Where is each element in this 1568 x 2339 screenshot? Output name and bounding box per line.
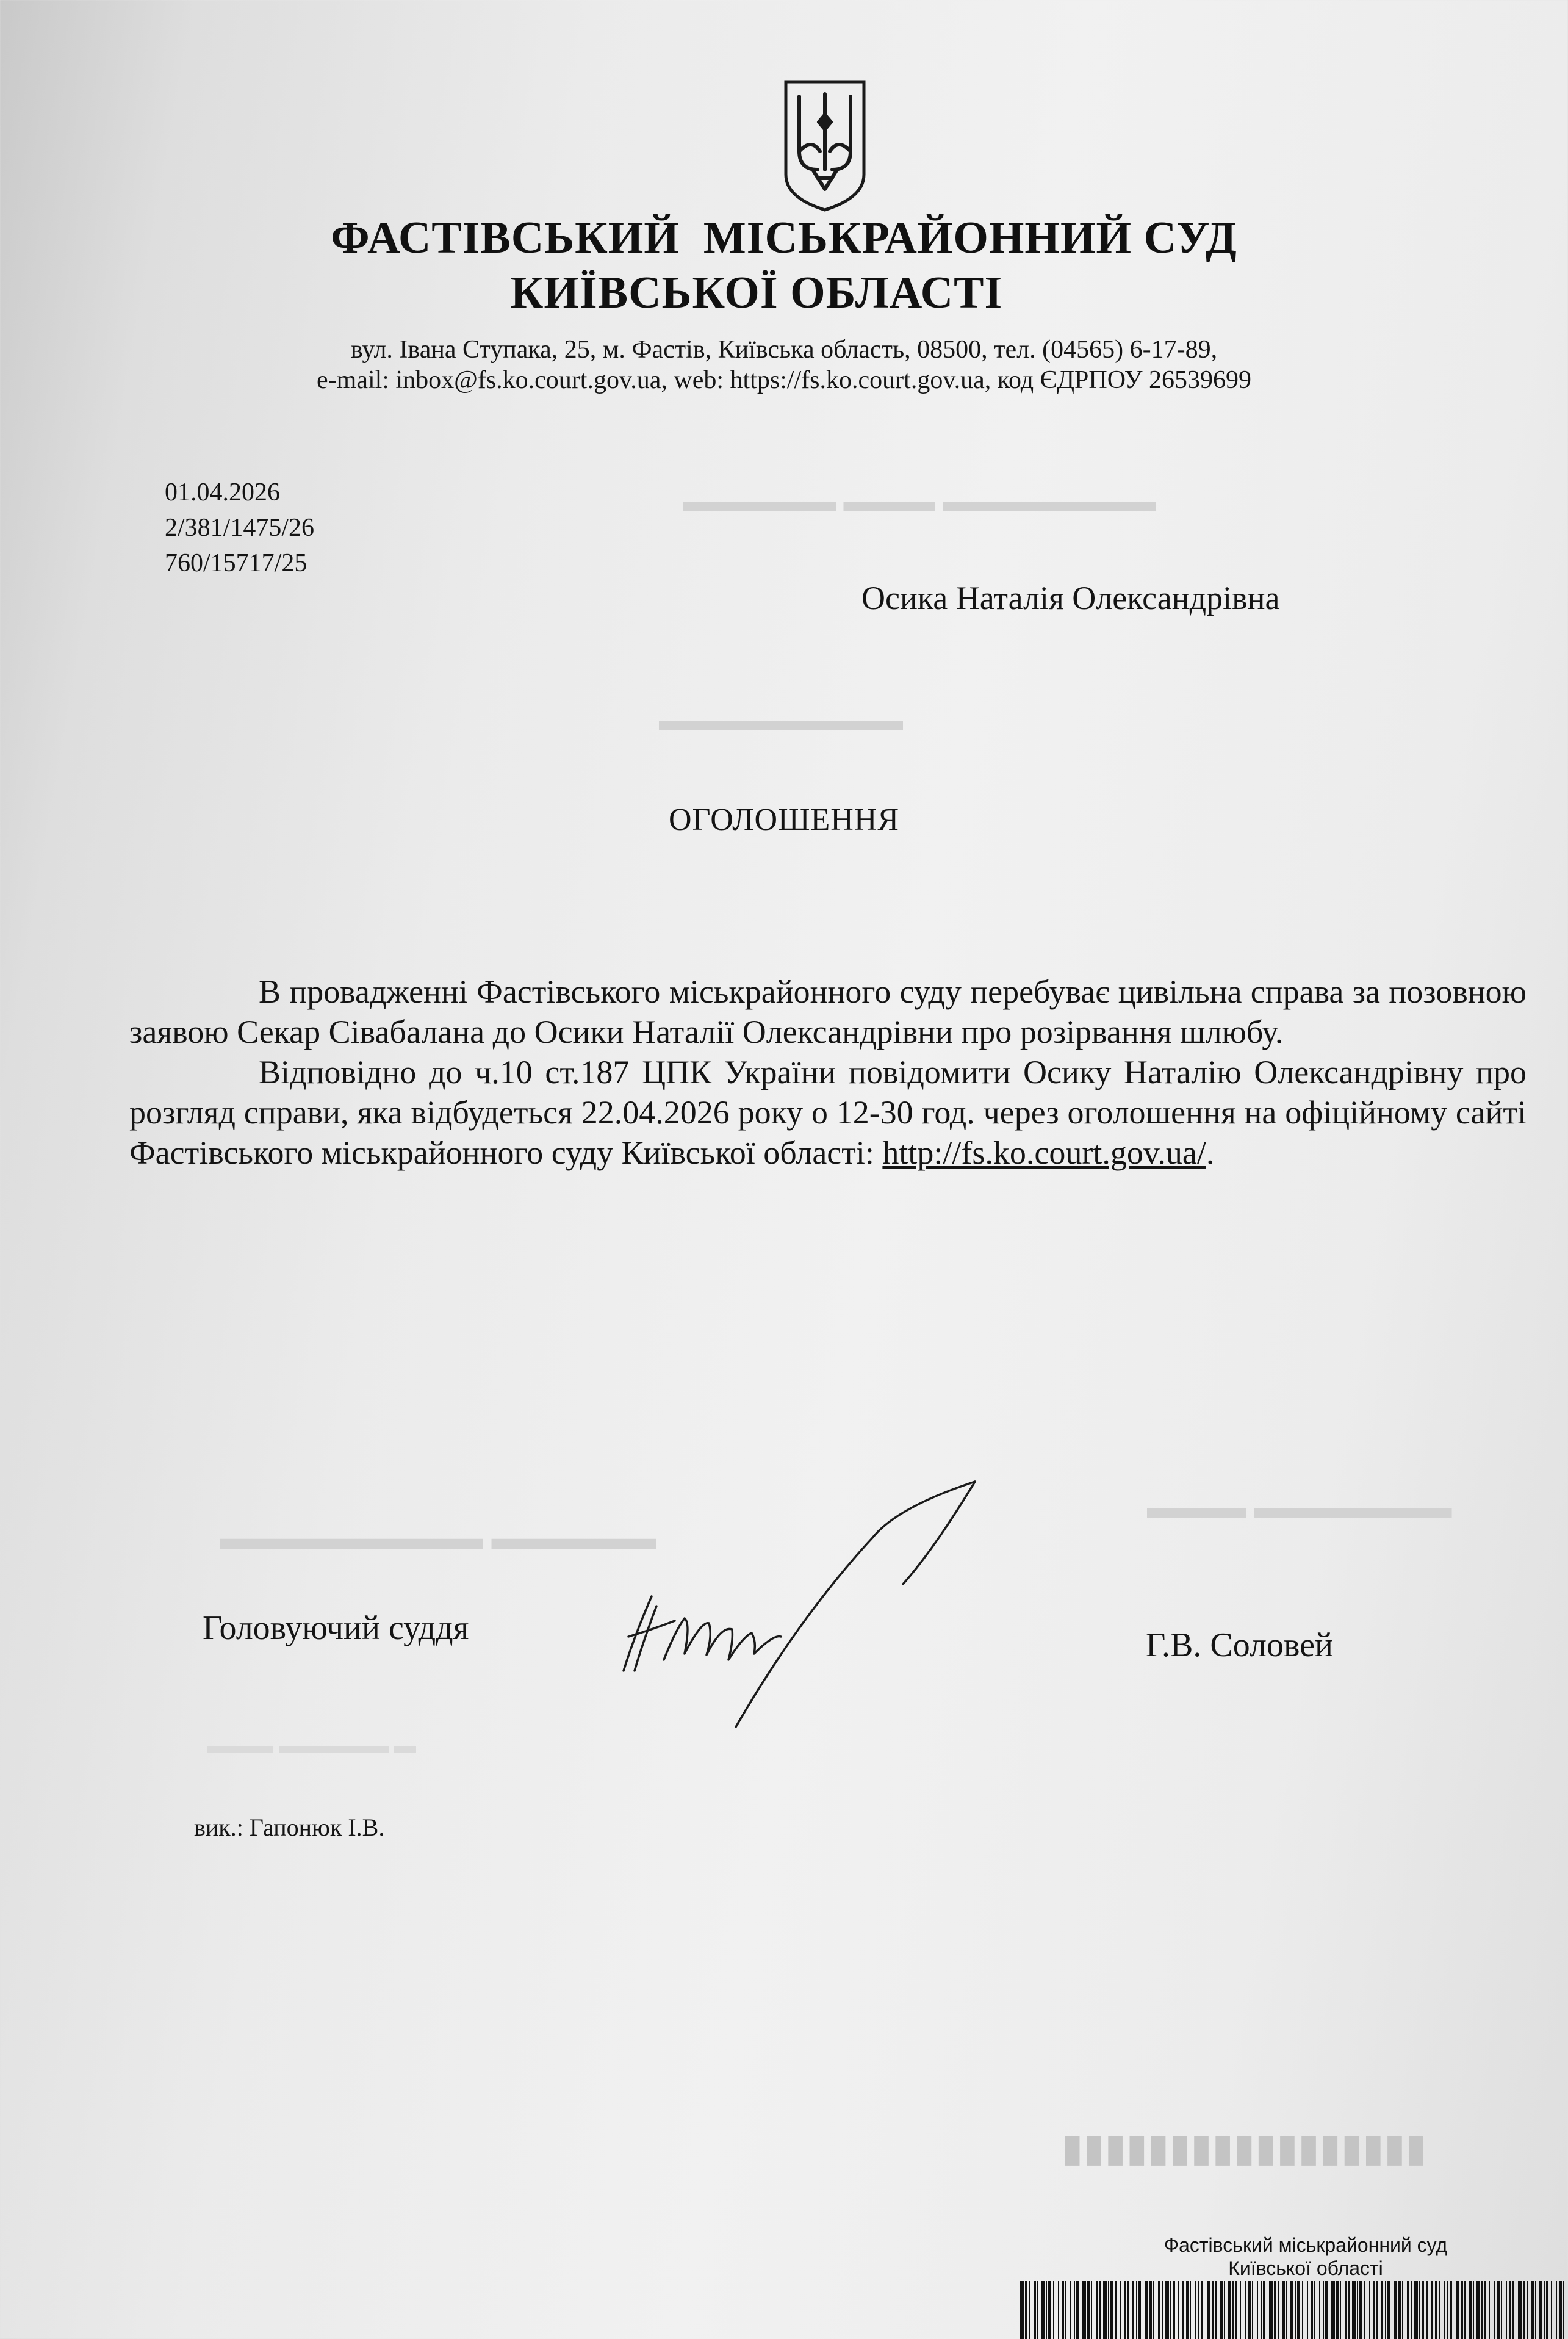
barcode-bar [1029, 2281, 1030, 2339]
barcode-bar [1070, 2281, 1071, 2339]
barcode-bar [1076, 2281, 1079, 2339]
barcode-bar [1124, 2281, 1126, 2339]
barcode-bar [1115, 2281, 1117, 2339]
barcode-bar [1290, 2281, 1293, 2339]
barcode-bar [1394, 2281, 1397, 2339]
barcode-bar [1411, 2281, 1412, 2339]
barcode-bar [1170, 2281, 1171, 2339]
paragraph-1: В провадженні Фастівського міськрайонного суду перебуває цивільна справа за позовною заявою Секар Сівабалана до Осики Наталії Олександрівни про розірвання шлюбу. [129, 973, 1527, 1050]
barcode-bar [1469, 2281, 1472, 2339]
court-name-line2: КИЇВСЬКОЇ ОБЛАСТІ [510, 268, 1003, 318]
barcode-bar [1173, 2281, 1175, 2339]
reference-block [165, 475, 314, 581]
barcode-bar [1501, 2281, 1502, 2339]
barcode-bar [1544, 2281, 1545, 2339]
barcode-bar [1295, 2281, 1296, 2339]
barcode-bar [1145, 2281, 1148, 2339]
barcode-bar [1062, 2281, 1064, 2339]
barcode-bar [1245, 2281, 1246, 2339]
barcode-bar [1158, 2281, 1160, 2339]
barcode-bar [1414, 2281, 1418, 2339]
handwritten-signature [616, 1477, 982, 1733]
barcode-bar [1359, 2281, 1362, 2339]
barcode-bar [1220, 2281, 1223, 2339]
barcode-bar [1257, 2281, 1258, 2339]
barcode-bar [1331, 2281, 1335, 2339]
barcode-bar [1439, 2281, 1440, 2339]
barcode-bar [1178, 2281, 1179, 2339]
barcode-bar [1387, 2281, 1390, 2339]
barcode-bar [1235, 2281, 1237, 2339]
barcode-bar [1228, 2281, 1231, 2339]
barcode-bar [1248, 2281, 1251, 2339]
barcode-bar [1369, 2281, 1370, 2339]
barcode-bar [1497, 2281, 1500, 2339]
announcement-body [129, 971, 1527, 1173]
barcode-bar [1523, 2281, 1525, 2339]
barcode-bar [1357, 2281, 1358, 2339]
barcode-bar [1212, 2281, 1214, 2339]
barcode-bar [1546, 2281, 1548, 2339]
barcode-bar [1444, 2281, 1445, 2339]
barcode-bar [1048, 2281, 1051, 2339]
barcode-bar [1286, 2281, 1287, 2339]
barcode-bar [1314, 2281, 1315, 2339]
barcode-bar [1103, 2281, 1107, 2339]
barcode-bar [1398, 2281, 1401, 2339]
barcode-bar [1381, 2281, 1383, 2339]
paragraph-2-text: Відповідно до ч.10 ст.187 ЦПК України повідомити Осику Наталію Олександрівну про розгляд справи, яка відбудеться 22.04.2026 року о 12-30 год. через оголошення на офіційному сайті Фастівського міськрайонного суду Київської області: [129, 1054, 1527, 1171]
barcode-bar [1473, 2281, 1474, 2339]
barcode-bar [1240, 2281, 1241, 2339]
address-line2: e-mail: inbox@fs.ko.court.gov.ua, web: https://fs.ko.court.gov.ua, код ЄДРПОУ 26539699 [317, 366, 1251, 394]
show-through-text: ▬▬▬ ▬▬▬▬▬ ▬ [207, 1733, 416, 1757]
barcode-bar [1435, 2281, 1437, 2339]
barcode-bar [1535, 2281, 1536, 2339]
barcode-bar [1207, 2281, 1210, 2339]
barcode-bar [1531, 2281, 1534, 2339]
barcode-bar [1527, 2281, 1528, 2339]
document-date: 01.04.2026 [165, 478, 280, 506]
barcode-bar [1201, 2281, 1203, 2339]
barcode-bar [1494, 2281, 1495, 2339]
barcode-bar [1020, 2281, 1024, 2339]
barcode-bar [1074, 2281, 1075, 2339]
barcode-bar [1450, 2281, 1452, 2339]
barcode-bar [1551, 2281, 1552, 2339]
addressee: Осика Наталія Олександрівна [861, 580, 1280, 616]
barcode-bar [1556, 2281, 1557, 2339]
barcode-bar [1096, 2281, 1098, 2339]
barcode-bar [1165, 2281, 1169, 2339]
barcode-bar [1108, 2281, 1109, 2339]
barcode-bar [1099, 2281, 1101, 2339]
court-website-link[interactable]: http://fs.ko.court.gov.ua/ [882, 1134, 1206, 1171]
barcode-bar [1539, 2281, 1542, 2339]
barcode-bar [1563, 2281, 1564, 2339]
barcode-bar [1149, 2281, 1152, 2339]
barcode-bar [1034, 2281, 1036, 2339]
barcode-bar [1120, 2281, 1121, 2339]
barcode-bar [1269, 2281, 1273, 2339]
show-through-text: ▬▬▬▬▬▬▬▬ [659, 703, 903, 737]
show-through-text: ▮▮▮▮▮▮▮▮▮▮▮▮▮▮▮▮▮ [1062, 2126, 1427, 2169]
barcode-bar [1323, 2281, 1324, 2339]
barcode-bar [1025, 2281, 1027, 2339]
barcode-bar [1136, 2281, 1137, 2339]
barcode-bar [1274, 2281, 1276, 2339]
court-name-line1: ФАСТІВСЬКИЙ МІСЬКРАЙОННИЙ СУД [331, 213, 1237, 263]
barcode-bar [1426, 2281, 1428, 2339]
barcode-bar [1278, 2281, 1279, 2339]
court-name [0, 211, 1568, 320]
barcode-bar [1261, 2281, 1262, 2339]
barcode-bar [1376, 2281, 1378, 2339]
outgoing-number: 2/381/1475/26 [165, 514, 315, 542]
registration-stamp [1031, 2233, 1568, 2280]
show-through-text: ▬▬▬▬▬▬▬▬ ▬▬▬▬▬ [220, 1519, 656, 1556]
barcode-bar [1198, 2281, 1199, 2339]
document-heading: ОГОЛОШЕННЯ [668, 802, 900, 837]
barcode-bar [1422, 2281, 1424, 2339]
barcode-bar [1162, 2281, 1163, 2339]
barcode-bar [1456, 2281, 1459, 2339]
barcode-bar [1282, 2281, 1285, 2339]
barcode-bar [1065, 2281, 1066, 2339]
signer-role: Головуючий суддя [203, 1609, 469, 1647]
barcode-bar [1263, 2281, 1265, 2339]
barcode-bar [1087, 2281, 1090, 2339]
barcode-bar [1132, 2281, 1134, 2339]
show-through-text: ▬▬▬▬▬ ▬▬▬ ▬▬▬▬▬▬▬ [683, 483, 1156, 517]
barcode-bar [1186, 2281, 1189, 2339]
barcode-bar [1373, 2281, 1375, 2339]
barcode [1020, 2281, 1568, 2339]
barcode-bar [1058, 2281, 1059, 2339]
barcode-bar [1046, 2281, 1047, 2339]
barcode-bar [1484, 2281, 1486, 2339]
barcode-bar [1110, 2281, 1113, 2339]
barcode-bar [1232, 2281, 1234, 2339]
stamp-line1: Фастівський міськрайонний суд [1163, 2234, 1448, 2256]
barcode-bar [1518, 2281, 1522, 2339]
barcode-bar [1297, 2281, 1300, 2339]
court-address [0, 334, 1568, 395]
barcode-bar [1195, 2281, 1196, 2339]
barcode-bar [1127, 2281, 1129, 2339]
barcode-bar [1509, 2281, 1511, 2339]
barcode-bar [1407, 2281, 1409, 2339]
barcode-bar [1302, 2281, 1303, 2339]
barcode-bar [1091, 2281, 1092, 2339]
barcode-bar [1319, 2281, 1320, 2339]
barcode-bar [1037, 2281, 1038, 2339]
barcode-bar [1506, 2281, 1507, 2339]
barcode-bar [1325, 2281, 1328, 2339]
barcode-bar [1336, 2281, 1339, 2339]
signer-name: Г.В. Соловей [1146, 1626, 1333, 1664]
barcode-bar [1489, 2281, 1490, 2339]
barcode-bar [1224, 2281, 1225, 2339]
show-through-text: ▬▬▬ ▬▬▬▬▬▬ [1147, 1489, 1452, 1526]
executor: вик.: Гапонюк І.В. [194, 1814, 385, 1841]
barcode-bar [1431, 2281, 1433, 2339]
barcode-bar [1190, 2281, 1191, 2339]
case-number: 760/15717/25 [165, 549, 307, 577]
barcode-bar [1082, 2281, 1086, 2339]
barcode-bar [1512, 2281, 1514, 2339]
barcode-bar [1352, 2281, 1356, 2339]
stamp-line2: Київської області [1228, 2257, 1383, 2279]
barcode-bar [1138, 2281, 1141, 2339]
barcode-bar [1476, 2281, 1480, 2339]
barcode-bar [1311, 2281, 1313, 2339]
coat-of-arms-icon [781, 78, 869, 214]
barcode-bar [1385, 2281, 1386, 2339]
barcode-bar [1447, 2281, 1448, 2339]
barcode-bar [1464, 2281, 1466, 2339]
barcode-bar [1348, 2281, 1350, 2339]
barcode-bar [1402, 2281, 1403, 2339]
barcode-bar [1153, 2281, 1154, 2339]
barcode-bar [1481, 2281, 1483, 2339]
paragraph-2-end: . [1206, 1134, 1215, 1171]
barcode-bar [1419, 2281, 1420, 2339]
barcode-bar [1215, 2281, 1217, 2339]
barcode-bar [1461, 2281, 1463, 2339]
barcode-bar [1307, 2281, 1308, 2339]
barcode-bar [1340, 2281, 1341, 2339]
barcode-bar [1182, 2281, 1184, 2339]
paragraph-2 [129, 1052, 1527, 1173]
barcode-bar [1345, 2281, 1347, 2339]
barcode-bar [1252, 2281, 1253, 2339]
barcode-bar [1041, 2281, 1045, 2339]
barcode-bar [1559, 2281, 1562, 2339]
barcode-bar [1364, 2281, 1365, 2339]
barcode-bar [1053, 2281, 1054, 2339]
address-line1: вул. Івана Ступака, 25, м. Фастів, Київська область, 08500, тел. (04565) 6-17-89, [350, 336, 1218, 364]
